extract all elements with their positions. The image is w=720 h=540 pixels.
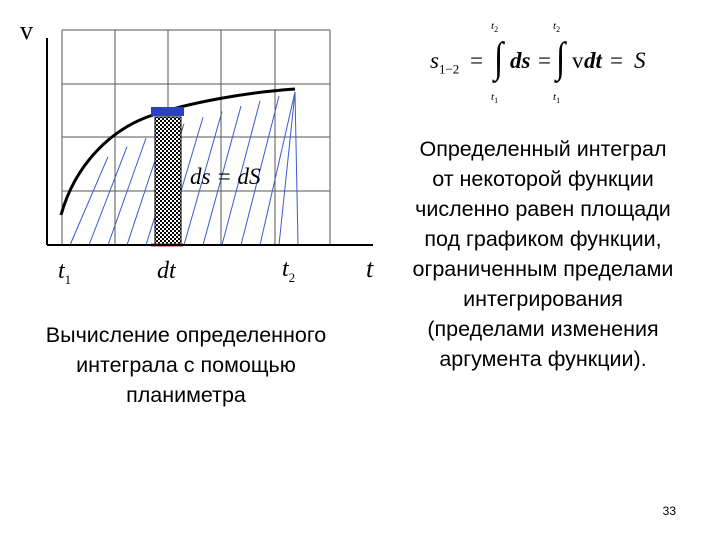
formula-ds: ds: [510, 48, 531, 73]
figure-caption: [10, 320, 362, 410]
definition-line: от некоторой функции: [432, 167, 654, 191]
definition-line: (пределами изменения: [427, 317, 659, 341]
upper-limit-1: $t_2$: [491, 20, 499, 35]
t1-label: $t_1$: [58, 258, 72, 287]
definition-line: ограниченным пределами: [412, 257, 674, 281]
formula-v: v: [572, 48, 584, 73]
velocity-time-graph: [0, 0, 400, 300]
definition-line: под графиком функции,: [424, 227, 662, 251]
formula-equals-3: =: [610, 48, 623, 73]
integral-formula: [430, 18, 680, 118]
dt-label: dt: [157, 258, 176, 284]
caption-line: планиметра: [126, 383, 246, 407]
upper-limit-2: $t_2$: [553, 20, 561, 35]
formula-S: S: [634, 48, 646, 73]
strip-top-marker: [151, 107, 184, 116]
hatch-line: [279, 92, 295, 245]
strip-area-formula: ds = dS: [190, 164, 261, 189]
hatch-line: [295, 92, 298, 245]
definition-line: численно равен площади: [415, 197, 671, 221]
y-axis-label: v: [20, 16, 33, 45]
formula-dt: dt: [584, 48, 602, 73]
hatch-line: [89, 147, 127, 245]
lower-limit-2: $t_1$: [553, 91, 561, 106]
caption-line: Вычисление определенного: [45, 323, 327, 347]
definition-line: Определенный интеграл: [419, 137, 667, 161]
definition-line: интегрирования: [463, 287, 623, 311]
hatch-line: [260, 92, 295, 245]
t2-label: $t_2$: [282, 256, 296, 285]
hatch-line: [108, 138, 146, 245]
x-axis-label: t: [366, 254, 374, 283]
integral-sign-1: ∫: [494, 35, 504, 82]
integration-strip: [155, 117, 181, 245]
hatch-line: [70, 157, 108, 245]
formula-equals-1: =: [470, 48, 483, 73]
integral-sign-2: ∫: [556, 35, 566, 82]
caption-line: интеграла с помощью: [76, 353, 296, 377]
formula-s: $s_{1-2}$: [430, 48, 460, 77]
definition-text: [382, 134, 704, 374]
formula-equals-2: =: [538, 48, 551, 73]
definition-line: аргумента функции).: [439, 347, 647, 371]
page-number: 33: [662, 504, 676, 518]
lower-limit-1: $t_1$: [491, 91, 499, 106]
